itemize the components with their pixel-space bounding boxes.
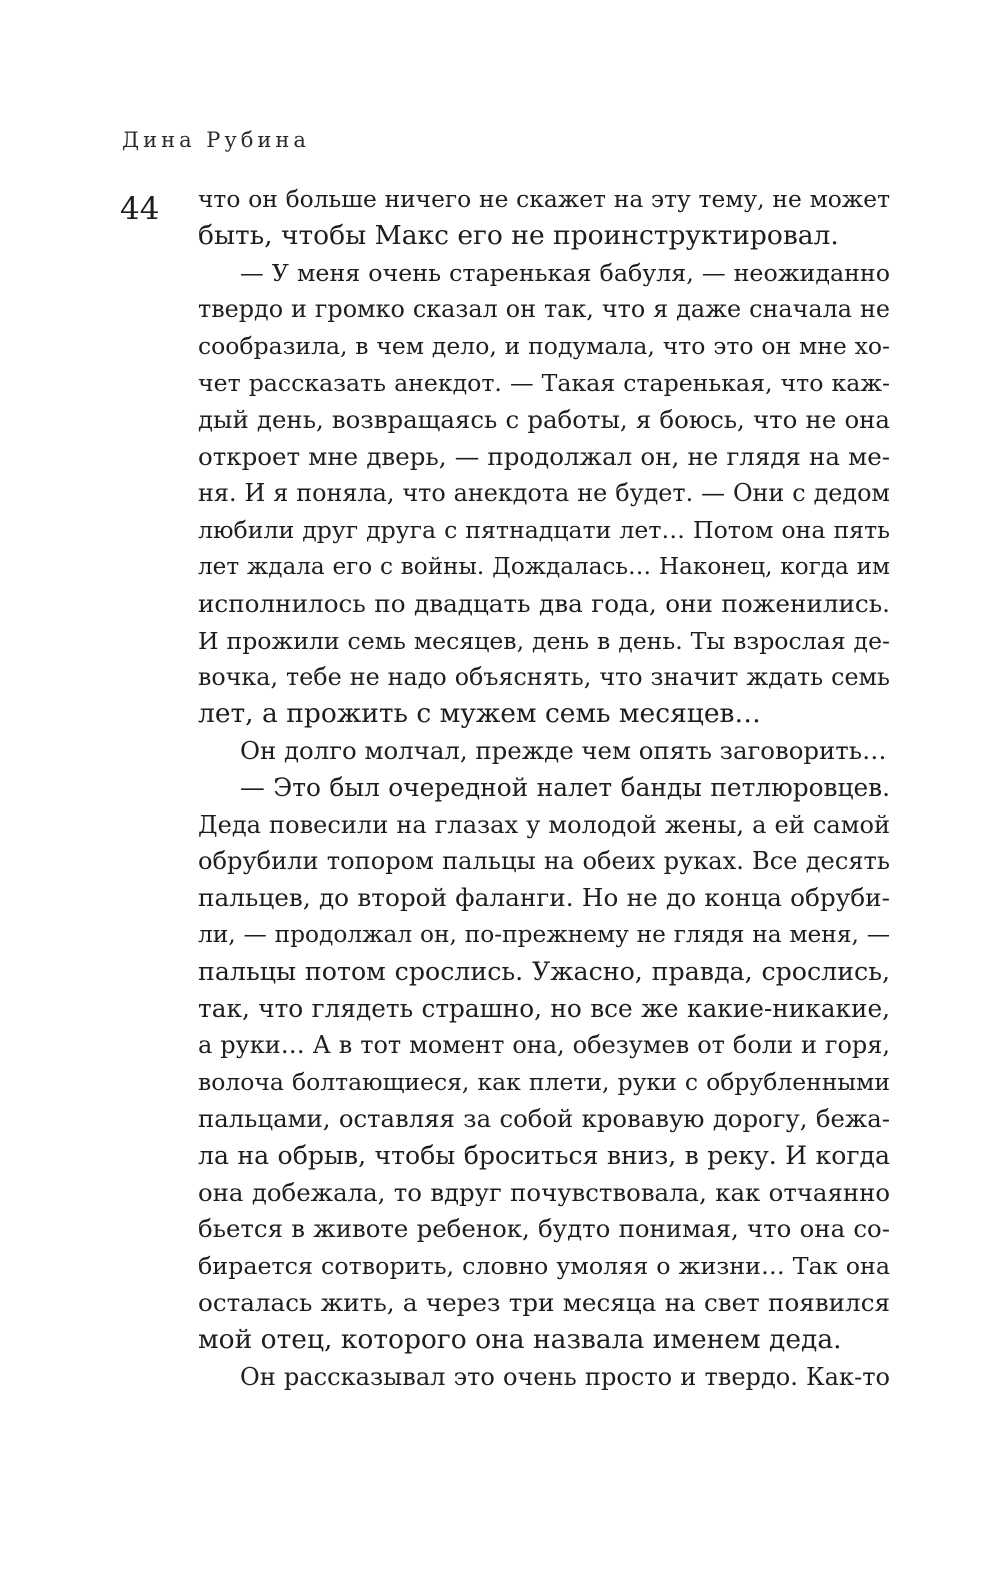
text-line: бирается сотворить, словно умоляя о жизни… Так она xyxy=(198,1252,890,1281)
text-line: Он долго молчал, прежде чем опять заговорить… xyxy=(240,735,887,765)
text-line: откроет мне дверь, — продолжал он, не глядя на ме- xyxy=(198,441,890,471)
text-line: так, что глядеть страшно, но все же какие-никакие, xyxy=(198,993,890,1023)
page-number: 44 xyxy=(120,191,160,227)
text-line: волоча болтающиеся, как плети, руки с обрубленными xyxy=(198,1068,890,1097)
text-line: ла на обрыв, чтобы броситься вниз, в реку. И когда xyxy=(198,1140,890,1170)
text-line: пальцами, оставляя за собой кровавую дорогу, бежа- xyxy=(198,1103,890,1133)
text-line: ня. И я поняла, что анекдота не будет. — Они с дедом xyxy=(198,479,890,508)
text-line: сообразила, в чем дело, и подумала, что это он мне хо- xyxy=(198,332,890,361)
text-line: она добежала, то вдруг почувствовала, как отчаянно xyxy=(198,1177,890,1207)
text-line: любили друг друга с пятнадцати лет… Потом она пять xyxy=(198,516,890,545)
text-line: Деда повесили на глазах у молодой жены, а ей самой xyxy=(198,810,890,839)
text-line: твердо и громко сказал он так, что я даже сначала не xyxy=(198,295,890,324)
text-line: лет ждала его с войны. Дождалась… Наконец, когда им xyxy=(198,553,890,580)
text-line: мой отец, которого она назвала именем деда. xyxy=(198,1323,842,1355)
text-line: ли, — продолжал он, по-прежнему не глядя на меня, — xyxy=(198,920,890,948)
text-line: осталась жить, а через три месяца на свет появился xyxy=(198,1287,890,1317)
text-line: — Это был очередной налет банды петлюровцев. xyxy=(240,772,890,802)
text-line: бьется в животе ребенок, будто понимая, что она со- xyxy=(198,1214,890,1244)
text-line: чет рассказать анекдот. — Такая старенькая, что каж- xyxy=(198,368,890,397)
text-line: что он больше ничего не скажет на эту тему, не может xyxy=(198,185,890,213)
body-text xyxy=(198,181,890,1395)
text-line: исполнилось по двадцать два года, они поженились. xyxy=(198,588,890,618)
text-line: обрубили топором пальцы на обеих руках. Все десять xyxy=(198,847,890,876)
text-line: пальцев, до второй фаланги. Но не до конца обруби- xyxy=(198,883,890,913)
text-line: дый день, возвращаясь с работы, я боюсь, что не она xyxy=(198,404,890,434)
text-line: Он рассказывал это очень просто и твердо. Как-то xyxy=(240,1362,890,1391)
text-line: а руки… А в тот момент она, обезумев от боли и горя, xyxy=(198,1031,890,1060)
text-line: И прожили семь месяцев, день в день. Ты взрослая де- xyxy=(198,626,890,655)
text-line: быть, чтобы Макс его не проинструктировал. xyxy=(198,219,839,251)
text-line: — У меня очень старенькая бабуля, — неожиданно xyxy=(240,258,890,287)
running-head-author: Дина Рубина xyxy=(122,128,310,152)
text-line: вочка, тебе не надо объяснять, что значит ждать семь xyxy=(198,663,890,692)
text-line: пальцы потом срослись. Ужасно, правда, срослись, xyxy=(198,956,890,986)
text-line: лет, а прожить с мужем семь месяцев… xyxy=(198,698,761,730)
